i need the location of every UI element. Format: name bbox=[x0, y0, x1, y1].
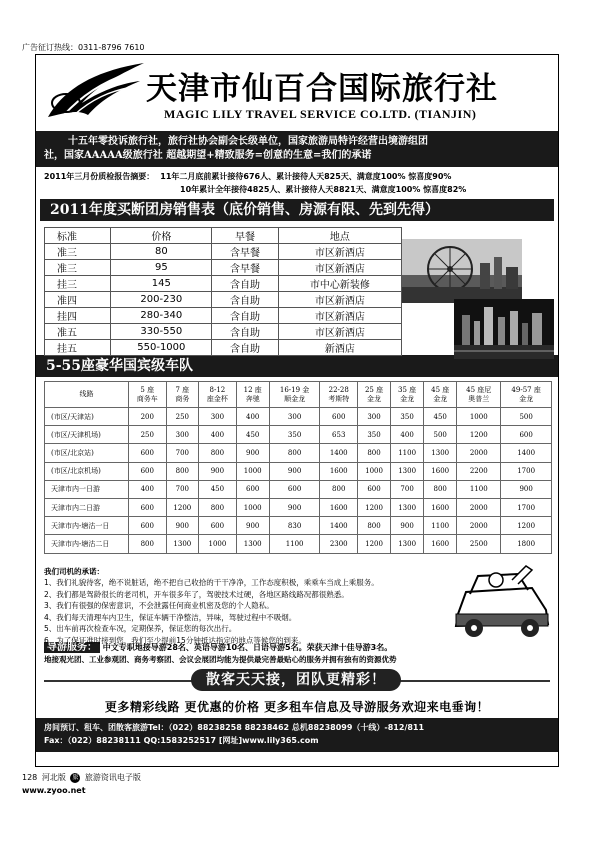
header bbox=[36, 55, 558, 131]
car-cell: 800 bbox=[166, 462, 199, 480]
car-cell: 800 bbox=[320, 480, 358, 498]
car-header-text: 线路 bbox=[79, 390, 94, 398]
promise-item: 2、我们都是驾龄很长的老司机，开车很多年了，驾驶技术过硬，各地区路线路况都很熟悉。 bbox=[44, 589, 349, 599]
car-header-text: 考斯特 bbox=[328, 394, 350, 403]
car-cell: 350 bbox=[391, 408, 424, 426]
car-cell: (市区/北京机场) bbox=[45, 462, 129, 480]
banner-wrap bbox=[36, 668, 558, 694]
hotel-header-grade: 标准 bbox=[45, 228, 111, 244]
car-cell: 2000 bbox=[457, 444, 501, 462]
car-cell: 600 bbox=[358, 480, 391, 498]
slogan-line-1: 十五年零投诉旅行社，旅行社协会副会长级单位，国家旅游局特许经营出境游组团 bbox=[68, 136, 428, 147]
car-cell: 1200 bbox=[166, 498, 199, 516]
car-cell: 1000 bbox=[358, 462, 391, 480]
hotel-row bbox=[45, 308, 402, 324]
car-cell: 400 bbox=[391, 426, 424, 444]
car-cell: 400 bbox=[199, 426, 237, 444]
car-cell: 900 bbox=[236, 517, 269, 535]
hotel-cell: 145 bbox=[111, 276, 212, 292]
car-row bbox=[45, 480, 552, 498]
car-cell: (市区/天津机场) bbox=[45, 426, 129, 444]
company-name-en: MAGIC LILY TRAVEL SERVICE CO.LTD. (TIANJIN) bbox=[164, 107, 477, 121]
hotel-cell: 准五 bbox=[45, 324, 111, 340]
car-cell: 900 bbox=[166, 517, 199, 535]
guide-line-2: 地接观光团、工业参观团、商务考察团、会议会展团均能为提供最完善最贴心的服务并拥有独有的资源优势 bbox=[44, 654, 397, 664]
car-header-cell bbox=[45, 382, 129, 408]
car-cell: 1800 bbox=[501, 535, 552, 553]
car-cell: 900 bbox=[269, 462, 320, 480]
car-cell: 600 bbox=[129, 462, 167, 480]
edition-region: 河北版 bbox=[41, 773, 66, 782]
car-header-cell bbox=[166, 382, 199, 408]
hotel-cell: 市中心新装修 bbox=[278, 276, 401, 292]
car-cell: 1000 bbox=[457, 408, 501, 426]
hotel-cell: 挂四 bbox=[45, 308, 111, 324]
car-header-text: 金龙 bbox=[400, 394, 415, 403]
car-cell: 600 bbox=[129, 444, 167, 462]
car-header-text: 座金杯 bbox=[206, 394, 228, 403]
hotel-cell: 市区新酒店 bbox=[278, 260, 401, 276]
promise-item: 5、出车前再次检查车况，定期保养，保证您的每次出行。 bbox=[44, 624, 237, 633]
hotel-cell: 挂五 bbox=[45, 340, 111, 356]
slogan-line-2: 社，国家AAAAA级旅行社 超越期望+精致服务=创意的生意=我们的承诺 bbox=[44, 150, 372, 161]
hotel-cell: 准三 bbox=[45, 260, 111, 276]
car-cell: 450 bbox=[236, 426, 269, 444]
car-header-text: 8-12 bbox=[209, 385, 226, 394]
car-cell: 300 bbox=[358, 408, 391, 426]
car-cell: 1100 bbox=[457, 480, 501, 498]
car-cell: 1300 bbox=[236, 535, 269, 553]
car-header-text: 12 座 bbox=[243, 385, 262, 394]
car-cell: 天津市内一日游 bbox=[45, 480, 129, 498]
driver-promises bbox=[36, 554, 558, 645]
car-row bbox=[45, 462, 552, 480]
car-cell: 600 bbox=[269, 480, 320, 498]
car-header-text: 金龙 bbox=[367, 394, 382, 403]
company-name-cn: 天津市仙百合国际旅行社 bbox=[146, 71, 498, 107]
car-cell: 1300 bbox=[391, 462, 424, 480]
promises-heading: 我们司机的承诺： bbox=[44, 566, 104, 576]
car-cell: 700 bbox=[166, 444, 199, 462]
contact-line-2: Fax：（022）88238111 QQ:1583252517 [网址]www.lily365.com bbox=[44, 735, 319, 745]
car-cell: 200 bbox=[129, 408, 167, 426]
car-header-cell bbox=[424, 382, 457, 408]
hotel-row bbox=[45, 292, 402, 308]
car-row bbox=[45, 408, 552, 426]
car-cell: 1200 bbox=[501, 517, 552, 535]
car-cell: 800 bbox=[269, 444, 320, 462]
car-cell: 800 bbox=[199, 498, 237, 516]
car-rental-table bbox=[44, 381, 552, 554]
car-row bbox=[45, 426, 552, 444]
car-cell: 450 bbox=[424, 408, 457, 426]
report-line-2: 10年累计全年接待4825人、累计接待人天8821天、满意度100% 惊喜度82% bbox=[180, 185, 467, 194]
car-cell: 1600 bbox=[320, 462, 358, 480]
car-cell: 300 bbox=[269, 408, 320, 426]
car-row bbox=[45, 517, 552, 535]
car-cell: 1100 bbox=[424, 517, 457, 535]
ferris-wheel-photo bbox=[402, 239, 522, 303]
car-cell: 1400 bbox=[501, 444, 552, 462]
hotel-cell: 含自助 bbox=[212, 292, 278, 308]
car-cell: 450 bbox=[199, 480, 237, 498]
lily-wing-logo-icon bbox=[44, 59, 148, 123]
car-cell: 600 bbox=[129, 498, 167, 516]
car-cell: 900 bbox=[236, 444, 269, 462]
hotel-section-title: 2011年度买断团房销售表（底价销售、房源有限、先到先得） bbox=[40, 199, 554, 221]
car-header-text: 35 座 bbox=[398, 385, 417, 394]
car-cell: 1600 bbox=[424, 462, 457, 480]
car-header-text: 顺金龙 bbox=[284, 394, 306, 403]
car-cell: 天津市内二日游 bbox=[45, 498, 129, 516]
car-cell: 1300 bbox=[391, 498, 424, 516]
promise-item: 1、我们礼貌待客，绝不说脏话，绝不把自己收拾的干干净净，工作态度积极，乘乘车当成上乘服务。 bbox=[44, 578, 379, 587]
car-header-text: 5 座 bbox=[140, 385, 155, 394]
hotel-header-price: 价格 bbox=[111, 228, 212, 244]
hotel-cell: 准四 bbox=[45, 292, 111, 308]
hotel-row bbox=[45, 324, 402, 340]
car-cell: 300 bbox=[166, 426, 199, 444]
car-cell: 1400 bbox=[320, 444, 358, 462]
car-cell: 900 bbox=[391, 517, 424, 535]
contact-line-1: 房间预订、租车、团散客旅游Tel：（022）88238258 88238462 总机88238099（十线）-812/811 bbox=[44, 722, 425, 732]
car-cell: 900 bbox=[199, 462, 237, 480]
car-cell: 800 bbox=[129, 535, 167, 553]
car-cell: 2200 bbox=[457, 462, 501, 480]
hotel-header-breakfast: 早餐 bbox=[212, 228, 278, 244]
ad-hotline: 广告征订热线：0311-8796 7610 bbox=[22, 43, 145, 52]
car-cell: 1200 bbox=[358, 535, 391, 553]
hotel-cell: 200-230 bbox=[111, 292, 212, 308]
car-row bbox=[45, 535, 552, 553]
hotel-cell: 含自助 bbox=[212, 276, 278, 292]
hotel-cell: 准三 bbox=[45, 244, 111, 260]
car-section-title: 5-55座豪华国宾级车队 bbox=[36, 355, 558, 377]
hotel-cell: 80 bbox=[111, 244, 212, 260]
car-cell: (市区/北京站) bbox=[45, 444, 129, 462]
car-cell: 900 bbox=[501, 480, 552, 498]
car-cell: 天津市内-塘沽一日 bbox=[45, 517, 129, 535]
car-cell: 600 bbox=[199, 517, 237, 535]
car-cell: 350 bbox=[269, 426, 320, 444]
car-cell: 1600 bbox=[424, 535, 457, 553]
car-cell: 2000 bbox=[457, 498, 501, 516]
hotel-cell: 市区新酒店 bbox=[278, 324, 401, 340]
car-header-cell bbox=[358, 382, 391, 408]
car-cell: 天津市内-塘沽二日 bbox=[45, 535, 129, 553]
hotel-area bbox=[36, 221, 558, 355]
hotel-cell: 新酒店 bbox=[278, 340, 401, 356]
car-cell: 1600 bbox=[424, 498, 457, 516]
hotel-cell: 含自助 bbox=[212, 324, 278, 340]
hotel-row bbox=[45, 244, 402, 260]
car-row bbox=[45, 498, 552, 516]
car-header-text: 49-57 座 bbox=[511, 385, 541, 394]
city-night-photo bbox=[454, 299, 554, 359]
car-cell: 1000 bbox=[199, 535, 237, 553]
hotel-header-location: 地点 bbox=[278, 228, 401, 244]
promise-item: 3、我们有很强的保密意识，不会泄露任何商业机密及您的个人隐私。 bbox=[44, 601, 274, 610]
car-header-text: 45 座尼 bbox=[466, 385, 492, 394]
car-cell: 500 bbox=[424, 426, 457, 444]
car-cell: 1600 bbox=[320, 498, 358, 516]
car-cell: 2300 bbox=[320, 535, 358, 553]
report-line-1: 11年二月底前累计接待676人、累计接待人天825天、满意度100% 惊喜度90% bbox=[160, 172, 452, 181]
call-to-action: 更多精彩线路 更优惠的价格 更多租车信息及导游服务欢迎来电垂询！ bbox=[104, 699, 490, 714]
page-number: 128 bbox=[22, 773, 38, 782]
car-cell: 1000 bbox=[236, 462, 269, 480]
car-header-cell bbox=[269, 382, 320, 408]
car-cell: 250 bbox=[166, 408, 199, 426]
car-header-text: 奔驰 bbox=[245, 394, 260, 403]
car-header-cell bbox=[391, 382, 424, 408]
car-cell: 700 bbox=[166, 480, 199, 498]
hotel-cell: 330-550 bbox=[111, 324, 212, 340]
hotel-cell: 95 bbox=[111, 260, 212, 276]
guide-tag: 导游服务： bbox=[44, 642, 100, 653]
car-header-text: 22-28 bbox=[328, 385, 349, 394]
car-cell: 300 bbox=[199, 408, 237, 426]
car-header-cell bbox=[457, 382, 501, 408]
publication-name: 旅游资讯电子版 bbox=[84, 773, 141, 782]
hotel-cell: 市区新酒店 bbox=[278, 244, 401, 260]
car-cell: 250 bbox=[129, 426, 167, 444]
quality-report bbox=[36, 167, 558, 199]
hotel-cell: 市区新酒店 bbox=[278, 308, 401, 324]
hotel-cell: 挂三 bbox=[45, 276, 111, 292]
car-header-text: 商务 bbox=[175, 394, 190, 403]
car-cell: 400 bbox=[129, 480, 167, 498]
hotel-row bbox=[45, 340, 402, 356]
promo-banner: 散客天天接，团队更精彩！ bbox=[191, 669, 401, 691]
hotel-cell: 市区新酒店 bbox=[278, 292, 401, 308]
car-cell: 600 bbox=[129, 517, 167, 535]
hotel-row bbox=[45, 260, 402, 276]
car-cell: 1200 bbox=[457, 426, 501, 444]
car-cell: 1700 bbox=[501, 462, 552, 480]
footer-site-link[interactable]: www.zyoo.net bbox=[22, 786, 86, 795]
car-header-text: 金龙 bbox=[433, 394, 448, 403]
hotel-cell: 含自助 bbox=[212, 308, 278, 324]
hotel-cell: 550-1000 bbox=[111, 340, 212, 356]
car-cell: 600 bbox=[320, 408, 358, 426]
car-header-text: 16-19 金 bbox=[279, 385, 310, 394]
car-cell: 1000 bbox=[236, 498, 269, 516]
contact-bar bbox=[36, 718, 558, 752]
car-header-cell bbox=[320, 382, 358, 408]
hotel-cell: 含自助 bbox=[212, 340, 278, 356]
page-footer bbox=[22, 772, 141, 783]
car-header-text: 金龙 bbox=[519, 394, 534, 403]
report-label: 2011年三月份质检报告摘要： bbox=[44, 172, 155, 181]
car-cell: 800 bbox=[424, 480, 457, 498]
car-cell: 700 bbox=[391, 480, 424, 498]
car-header-cell bbox=[199, 382, 237, 408]
car-cell: 600 bbox=[236, 480, 269, 498]
car-cell: 1700 bbox=[501, 498, 552, 516]
car-cell: 653 bbox=[320, 426, 358, 444]
car-cell: 500 bbox=[501, 408, 552, 426]
car-header-cell bbox=[236, 382, 269, 408]
car-cell: 800 bbox=[199, 444, 237, 462]
hotel-price-table bbox=[44, 227, 402, 356]
car-header-cell bbox=[129, 382, 167, 408]
advert-frame bbox=[35, 54, 559, 767]
edition-badge-icon: 旅 bbox=[72, 773, 79, 781]
car-cell: 400 bbox=[236, 408, 269, 426]
car-cell: 2500 bbox=[457, 535, 501, 553]
car-cell: 1100 bbox=[269, 535, 320, 553]
car-cell: 600 bbox=[501, 426, 552, 444]
promise-item: 4、我们每天清理车内卫生，保证车辆干净整洁，异味，驾驶过程中不吸烟。 bbox=[44, 612, 297, 622]
car-cell: 2000 bbox=[457, 517, 501, 535]
car-header-text: 7 座 bbox=[175, 385, 190, 394]
car-header-text: 商务车 bbox=[136, 394, 158, 403]
hotel-cell: 含早餐 bbox=[212, 260, 278, 276]
hotel-row bbox=[45, 276, 402, 292]
car-cell: 830 bbox=[269, 517, 320, 535]
car-header-text: 奥普兰 bbox=[468, 394, 490, 403]
car-cell: 800 bbox=[358, 444, 391, 462]
car-cell: 1100 bbox=[391, 444, 424, 462]
car-cell: 1400 bbox=[320, 517, 358, 535]
guide-line-1: 中文专职地接导游28名、英语导游10名、日语导游5名。荣获天津十佳导游3名。 bbox=[102, 642, 393, 652]
car-driver-illustration-icon bbox=[452, 562, 552, 642]
car-cell: 1200 bbox=[358, 498, 391, 516]
car-cell: 1300 bbox=[166, 535, 199, 553]
car-cell: 1300 bbox=[391, 535, 424, 553]
car-header-cell bbox=[501, 382, 552, 408]
car-header-text: 45 座 bbox=[431, 385, 450, 394]
promise-item: 6、为了保证准时接到您，我们至少提前15分钟抵达指定的地点等候您的到来。 bbox=[44, 635, 306, 645]
car-cell: 350 bbox=[358, 426, 391, 444]
car-cell: (市区/天津站) bbox=[45, 408, 129, 426]
slogan-bar bbox=[36, 131, 558, 167]
hotel-cell: 含早餐 bbox=[212, 244, 278, 260]
hotel-cell: 280-340 bbox=[111, 308, 212, 324]
car-cell: 900 bbox=[269, 498, 320, 516]
car-row bbox=[45, 444, 552, 462]
car-cell: 1300 bbox=[424, 444, 457, 462]
car-cell: 800 bbox=[358, 517, 391, 535]
car-header-text: 25 座 bbox=[364, 385, 384, 394]
